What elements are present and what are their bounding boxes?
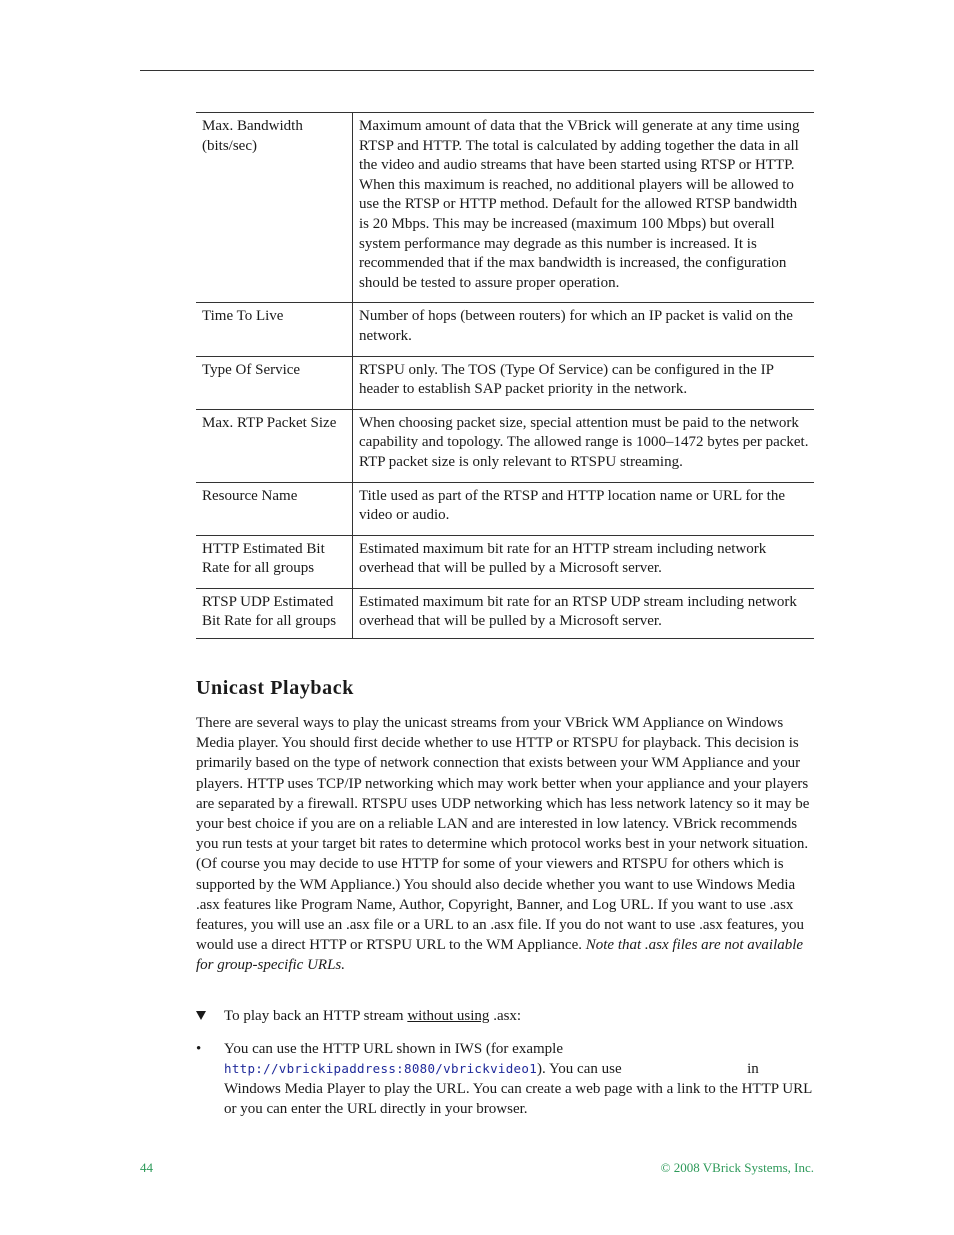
paragraph-text: There are several ways to play the unicast streams from your VBrick WM Appliance on Windows Media player. You should first decide whether to use HTTP or RTSPU for playback. This decision is primarily based on the type of network connection that exists between your WM Appliance and your players. HTTP uses TCP/IP networking which may work better when your appliance and your players are separated by a firewall. RTSPU uses UDP networking which has less network latency so it may be your best choice if you are on a reliable LAN and are interested in low latency. VBrick recommends you run tests at your target bit rates to determine which protocol works best in your network situation. (Of course you may decide to use HTTP for some of your viewers and RTSPU for others which is supported by the WM Appliance.) You should also decide whether you want to use Windows Media .asx features like Program Name, Author, Copyright, Banner, and Log URL. If you want to use .asx features, you will use an .asx file or a URL to an .asx file. If you do not want to use .asx features, you would use a direct HTTP or RTSPU URL to the WM Appliance. bbox=[196, 715, 810, 954]
table-row bbox=[196, 535, 814, 588]
section-heading: Unicast Playback bbox=[196, 677, 354, 699]
param-name: RTSP UDP Estimated Bit Rate for all groups bbox=[196, 588, 353, 638]
table-row bbox=[196, 356, 814, 409]
example-url-link[interactable]: http://vbrickipaddress:8080/vbrickvideo1 bbox=[224, 1061, 538, 1076]
table-row bbox=[196, 482, 814, 535]
header-rule bbox=[140, 70, 814, 71]
param-description: Title used as part of the RTSP and HTTP location name or URL for the video or audio. bbox=[353, 482, 815, 535]
param-name: Max. Bandwidth (bits/sec) bbox=[196, 113, 353, 303]
table-row bbox=[196, 409, 814, 482]
bullet-text-part3: in Windows Media Player to play the URL. You can create a web page with a link to the HTTP URL or you can enter the URL directly in your browser. bbox=[224, 1061, 812, 1117]
param-name: Max. RTP Packet Size bbox=[196, 409, 353, 482]
param-name: HTTP Estimated Bit Rate for all groups bbox=[196, 535, 353, 588]
procedure-step bbox=[196, 1006, 814, 1026]
asx-note: Note that .asx files are not available for group-specific URLs. bbox=[196, 937, 804, 974]
param-description: Number of hops (between routers) for which an IP packet is valid on the network. bbox=[353, 303, 815, 356]
param-name: Time To Live bbox=[196, 303, 353, 356]
procedure-tail: .asx: bbox=[489, 1008, 522, 1024]
page-number: 44 bbox=[140, 1160, 153, 1175]
bullet-marker: • bbox=[196, 1041, 202, 1057]
param-description: Estimated maximum bit rate for an RTSP UDP stream including network overhead that will be pulled by a Microsoft server. bbox=[353, 588, 815, 638]
procedure-emphasis: without using bbox=[407, 1008, 490, 1024]
bullet-text-part1: You can use the HTTP URL shown in IWS (for example bbox=[224, 1041, 563, 1057]
param-description: When choosing packet size, special attention must be paid to the network capability and topology. The allowed range is 1000–1472 bytes per packet. RTP packet size is only relevant to RTSPU streaming. bbox=[353, 409, 815, 482]
list-item-text bbox=[224, 1039, 814, 1119]
param-name: Resource Name bbox=[196, 482, 353, 535]
table-row bbox=[196, 303, 814, 356]
param-description: Maximum amount of data that the VBrick will generate at any time using RTSP and HTTP. The total is calculated by adding together the data in all the video and audio streams that have been started using RTSP or HTTP. When this maximum is reached, no additional players will be allowed to use the RTSP or HTTP method. Default for the allowed RTSP bandwidth is 20 Mbps. This may be increased (maximum 100 Mbps) but overall system performance may degrade as this number is increased. It is recommended that if the max bandwidth is increased, the configuration should be tested to assure proper operation. bbox=[353, 113, 815, 303]
list-item bbox=[196, 1039, 814, 1119]
param-description: RTSPU only. The TOS (Type Of Service) can be configured in the IP header to establish SAP packet priority in the network. bbox=[353, 356, 815, 409]
table-row bbox=[196, 113, 814, 303]
param-description: Estimated maximum bit rate for an HTTP stream including network overhead that will be pulled by a Microsoft server. bbox=[353, 535, 815, 588]
param-name: Type Of Service bbox=[196, 356, 353, 409]
copyright-notice: © 2008 VBrick Systems, Inc. bbox=[660, 1160, 814, 1175]
triangle-bullet-icon bbox=[196, 1011, 206, 1020]
procedure-lead: To play back an HTTP stream bbox=[224, 1008, 408, 1024]
procedure-text bbox=[224, 1006, 814, 1026]
section-paragraph bbox=[196, 713, 816, 976]
bullet-text-part2: ). You can use bbox=[537, 1061, 626, 1077]
table-row bbox=[196, 588, 814, 638]
parameters-table bbox=[196, 112, 814, 639]
